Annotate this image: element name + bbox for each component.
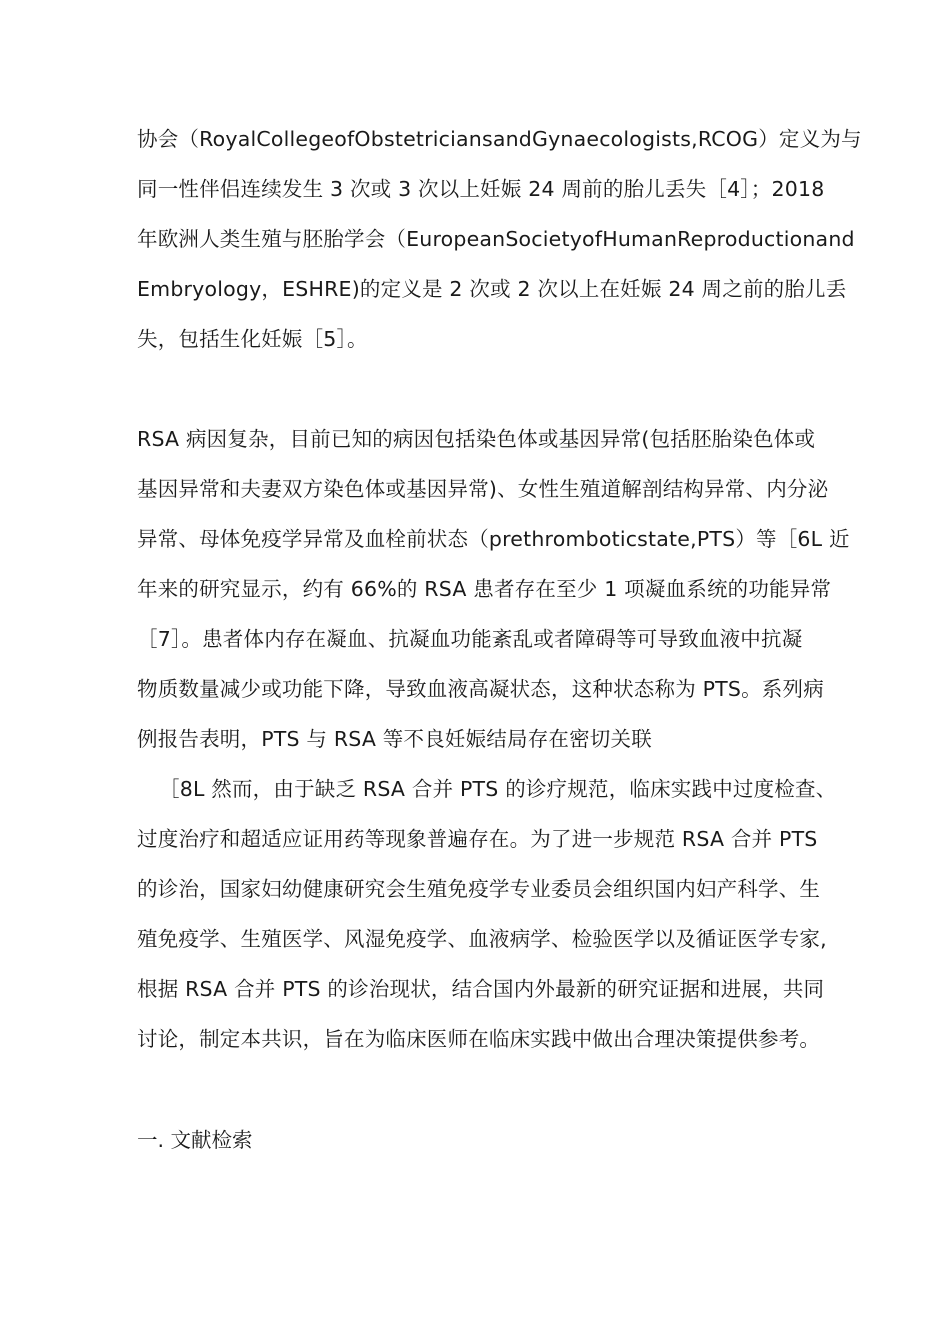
paragraph-1-line: 协会（RoyalCollegeofObstetriciansandGynaecologists,RCOG）定义为与 bbox=[137, 127, 862, 151]
paragraph-3-line: ［8L 然而，由于缺乏 RSA 合并 PTS 的诊疗规范，临床实践中过度检查、 bbox=[159, 777, 837, 801]
paragraph-1-line: 年欧洲人类生殖与胚胎学会（EuropeanSocietyofHumanReproductionand bbox=[137, 227, 855, 251]
paragraph-3-line: 的诊治，国家妇幼健康研究会生殖免疫学专业委员会组织国内妇产科学、生 bbox=[137, 877, 821, 901]
paragraph-2-line: 年来的研究显示，约有 66%的 RSA 患者存在至少 1 项凝血系统的功能异常 bbox=[137, 577, 832, 601]
paragraph-2-line: RSA 病因复杂，目前已知的病因包括染色体或基因异常(包括胚胎染色体或 bbox=[137, 427, 816, 451]
paragraph-1-line: 失，包括生化妊娠［5］。 bbox=[137, 327, 368, 351]
paragraph-2-line: 基因异常和夫妻双方染色体或基因异常)、女性生殖道解剖结构异常、内分泌 bbox=[137, 477, 829, 501]
paragraph-3-line: 过度治疗和超适应证用药等现象普遍存在。为了进一步规范 RSA 合并 PTS bbox=[137, 827, 818, 851]
paragraph-1-line: 同一性伴侣连续发生 3 次或 3 次以上妊娠 24 周前的胎儿丢失［4］；2018 bbox=[137, 177, 825, 201]
paragraph-3-line: 根据 RSA 合并 PTS 的诊治现状，结合国内外最新的研究证据和进展，共同 bbox=[137, 977, 825, 1001]
paragraph-2-line: 例报告表明，PTS 与 RSA 等不良妊娠结局存在密切关联 bbox=[137, 727, 652, 751]
paragraph-3-line: 讨论，制定本共识，旨在为临床医师在临床实践中做出合理决策提供参考。 bbox=[137, 1027, 821, 1051]
paragraph-2-line: 异常、母体免疫学异常及血栓前状态（prethromboticstate,PTS）等［6L 近 bbox=[137, 527, 850, 551]
paragraph-2-line: ［7］。患者体内存在凝血、抗凝血功能紊乱或者障碍等可导致血液中抗凝 bbox=[137, 627, 803, 651]
paragraph-1-line: Embryology，ESHRE)的定义是 2 次或 2 次以上在妊娠 24 周之前的胎儿丢 bbox=[137, 277, 847, 301]
section-heading: 一. 文献检索 bbox=[137, 1128, 253, 1152]
paragraph-2-line: 物质数量减少或功能下降，导致血液高凝状态，这种状态称为 PTS。系列病 bbox=[137, 677, 824, 701]
paragraph-3-line: 殖免疫学、生殖医学、风湿免疫学、血液病学、检验医学以及循证医学专家, bbox=[137, 927, 827, 951]
